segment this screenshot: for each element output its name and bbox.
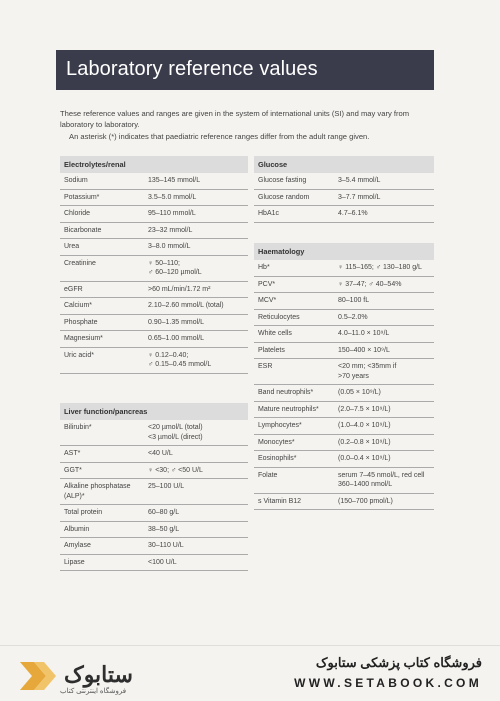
test-name: eGFR (64, 285, 83, 293)
test-name: Eosinophils* (258, 455, 297, 462)
test-name: Bilirubin* (64, 424, 92, 431)
reference-range: 0.5–2.0% (338, 313, 368, 321)
asterisk-note: An asterisk (*) indicates that paediatric reference ranges differ from the adult range given. (69, 131, 370, 141)
test-name: HbA1c (258, 210, 280, 217)
table-row (254, 435, 434, 452)
reference-range: 150–400 × 10⁹/L (338, 346, 390, 354)
test-name: Amylase (64, 542, 91, 549)
reference-range: (1.0–4.0 × 10⁹/L) (338, 422, 391, 429)
test-name: Platelets (258, 346, 285, 354)
reference-range: (0.05 × 10⁹/L) (338, 389, 381, 396)
reference-range: 60–80 g/L (148, 509, 180, 516)
reference-range: <40 U/L (148, 450, 173, 457)
table-row (60, 239, 248, 256)
table-row (254, 451, 434, 468)
reference-range: 3–8.0 mmol/L (148, 243, 191, 250)
chevron-logo-icon (18, 658, 60, 694)
title-banner (56, 50, 434, 90)
table-row (254, 468, 434, 494)
test-name: Lipase (64, 558, 85, 566)
test-name: Alkaline phosphatase (ALP)* (64, 483, 131, 500)
reference-range: <100 U/L (148, 558, 177, 566)
table-row (60, 446, 248, 463)
table-heading: Electrolytes/renal (60, 156, 248, 173)
reference-range: 2.10–2.60 mmol/L (total) (148, 302, 224, 309)
table-row (60, 315, 248, 332)
table-row (60, 256, 248, 282)
test-name: Sodium (64, 177, 88, 184)
table-row (254, 343, 434, 360)
test-name: Albumin (64, 525, 90, 533)
test-name: Lymphocytes* (258, 422, 302, 429)
store-logo[interactable] (18, 658, 168, 696)
reference-range: ♀ <30; ♂ <50 U/L (148, 466, 203, 474)
intro-paragraph: These reference values and ranges are given in the system of international units (SI) and may vary from laboratory to laboratory. (60, 109, 410, 130)
test-name: ESR (258, 363, 273, 370)
reference-range: (0.0–0.4 × 10⁹/L) (338, 455, 391, 462)
reference-range: 95–110 mmol/L (148, 210, 196, 217)
reference-range: 0.90–1.35 mmol/L (148, 318, 205, 326)
table-heading: Haematology (254, 243, 434, 260)
test-name: Band neutrophils* (258, 389, 314, 396)
reference-range: 0.65–1.00 mmol/L (148, 335, 205, 342)
reference-range: serum 7–45 nmol/L, red cell 360–1400 nmol/L (338, 471, 425, 488)
table-row (60, 463, 248, 480)
table-row (254, 277, 434, 294)
table-row (254, 494, 434, 511)
table-row (254, 310, 434, 327)
reference-range: 3–7.7 mmol/L (338, 193, 381, 201)
table-row (60, 298, 248, 315)
test-name: Hb* (258, 264, 270, 271)
test-name: MCV* (258, 297, 277, 304)
table-row (60, 479, 248, 505)
test-name: PCV* (258, 280, 276, 288)
table-row (254, 293, 434, 310)
reference-range: 135–145 mmol/L (148, 177, 201, 184)
test-name: Potassium* (64, 193, 100, 201)
table-heading: Liver function/pancreas (60, 403, 248, 420)
table-row (254, 173, 434, 190)
test-name: Urea (64, 243, 80, 250)
test-name: Creatinine (64, 259, 96, 267)
table-row (60, 538, 248, 555)
test-name: Chloride (64, 210, 91, 217)
table-row (254, 402, 434, 419)
reference-range: 30–110 U/L (148, 542, 184, 549)
table-row (60, 555, 248, 572)
reference-range: 3–5.4 mmol/L (338, 177, 381, 184)
liver-function-table (60, 403, 248, 571)
reference-range: >60 mL/min/1.72 m² (148, 285, 211, 293)
table-row (60, 206, 248, 223)
test-name: Total protein (64, 509, 103, 516)
test-name: AST* (64, 450, 81, 457)
reference-range: ♀ 0.12–0.40; ♂ 0.15–0.45 mmol/L (148, 351, 212, 368)
electrolytes-renal-table (60, 156, 248, 374)
reference-range: 3.5–5.0 mmol/L (148, 193, 197, 201)
reference-range: ♀ 37–47; ♂ 40–54% (338, 280, 402, 288)
table-row (60, 420, 248, 446)
watermark-footer (0, 645, 500, 701)
test-name: Monocytes* (258, 438, 295, 446)
reference-range: (0.2–0.8 × 10⁹/L) (338, 438, 391, 446)
table-row (60, 348, 248, 374)
test-name: Phosphate (64, 318, 98, 326)
reference-range: ♀ 115–165; ♂ 130–180 g/L (338, 264, 422, 271)
table-row (60, 173, 248, 190)
table-row (254, 206, 434, 223)
test-name: s Vitamin B12 (258, 497, 302, 505)
table-row (60, 505, 248, 522)
reference-range: 25–100 U/L (148, 483, 185, 490)
table-row (254, 385, 434, 402)
page-title: Laboratory reference values (66, 58, 318, 80)
table-row (60, 331, 248, 348)
test-name: White cells (258, 330, 292, 337)
table-heading: Glucose (254, 156, 434, 173)
intro-text (60, 108, 430, 142)
test-name: Glucose fasting (258, 177, 307, 184)
reference-range: ♀ 50–110; ♂ 60–120 µmol/L (148, 259, 202, 276)
haematology-table (254, 243, 434, 510)
reference-range: (2.0–7.5 × 10⁹/L) (338, 405, 391, 413)
table-row (254, 260, 434, 277)
reference-range: 80–100 fL (338, 297, 370, 304)
test-name: Calcium* (64, 302, 93, 309)
test-name: Glucose random (258, 193, 310, 201)
test-name: Mature neutrophils* (258, 405, 319, 413)
reference-range: <20 µmol/L (total) <3 µmol/L (direct) (148, 424, 203, 441)
logo-text: ستابوک (64, 662, 133, 687)
test-name: GGT* (64, 466, 82, 474)
table-row (60, 282, 248, 299)
test-name: Bicarbonate (64, 226, 102, 234)
table-row (60, 223, 248, 240)
store-url[interactable]: WWW.SETABOOK.COM (294, 676, 482, 690)
reference-range: (150–700 pmol/L) (338, 497, 393, 505)
table-row (254, 418, 434, 435)
test-name: Uric acid* (64, 351, 94, 359)
table-row (60, 190, 248, 207)
reference-range: 23–32 mmol/L (148, 226, 193, 234)
table-row (254, 190, 434, 207)
table-row (254, 326, 434, 343)
glucose-table (254, 156, 434, 223)
test-name: Reticulocytes (258, 313, 300, 321)
store-name: فروشگاه کتاب پزشکی ستابوک (315, 655, 482, 670)
reference-range: 38–50 g/L (148, 525, 180, 533)
logo-subtitle: فروشگاه اینترنتی کتاب (60, 688, 127, 695)
reference-range: 4.7–6.1% (338, 210, 368, 217)
reference-range: 4.0–11.0 × 10⁹/L (338, 330, 390, 337)
table-row (60, 522, 248, 539)
test-name: Magnesium* (64, 335, 103, 342)
table-row (254, 359, 434, 385)
test-name: Folate (258, 471, 278, 479)
reference-range: <20 mm; <35mm if >70 years (338, 363, 397, 380)
